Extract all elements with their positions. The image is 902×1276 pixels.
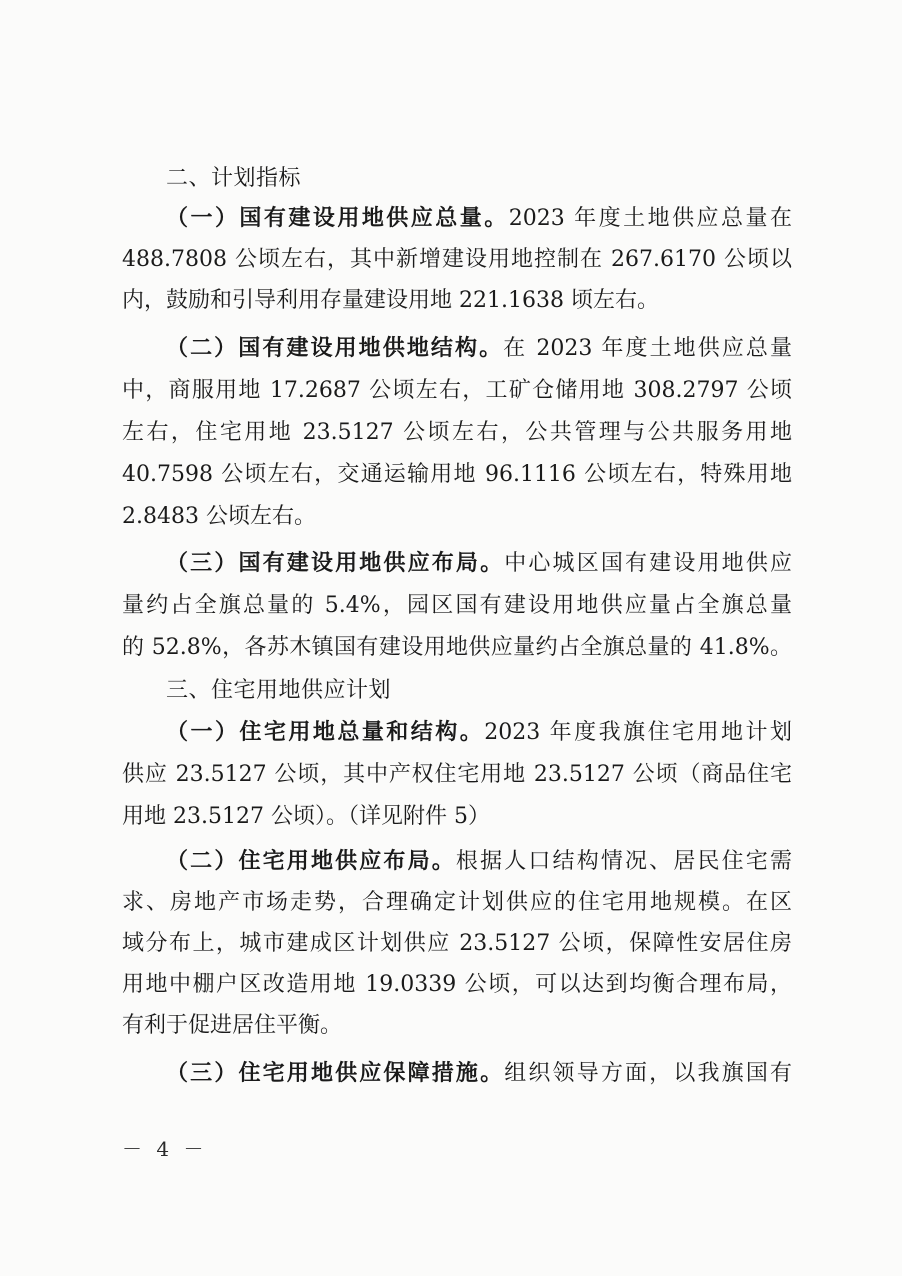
section-heading-housing-plan: 三、住宅用地供应计划 bbox=[166, 678, 392, 703]
paragraph-title: （一）住宅用地总量和结构。 bbox=[166, 720, 485, 745]
page-number: － 4 － bbox=[122, 1137, 208, 1161]
paragraph-line: 的 52.8%，各苏木镇国有建设用地供应量约占全旗总量的 41.8%。 bbox=[122, 635, 792, 660]
paragraph-text: 在 2023 年度土地供应总量 bbox=[503, 336, 792, 361]
paragraph-line: 域分布上，城市建成区计划供应 23.5127 公顷，保障性安居住房 bbox=[122, 931, 792, 956]
paragraph-line: 40.7598 公顷左右，交通运输用地 96.1116 公顷左右，特殊用地 bbox=[122, 462, 792, 487]
paragraph-text: 组织领导方面，以我旗国有 bbox=[504, 1061, 792, 1086]
paragraph-line bbox=[166, 199, 792, 239]
paragraph-line: 供应 23.5127 公顷，其中产权住宅用地 23.5127 公顷（商品住宅 bbox=[122, 762, 792, 787]
paragraph-title: （二）住宅用地供应布局。 bbox=[166, 849, 456, 874]
paragraph-line bbox=[166, 842, 792, 882]
section-heading-plan-indicators: 二、计划指标 bbox=[166, 166, 302, 191]
paragraph-line: 2.8483 公顷左右。 bbox=[122, 504, 316, 529]
paragraph-line: 488.7808 公顷左右，其中新增建设用地控制在 267.6170 公顷以 bbox=[122, 247, 792, 272]
paragraph-line: 量约占全旗总量的 5.4%，园区国有建设用地供应量占全旗总量 bbox=[122, 593, 792, 618]
paragraph-line: 中，商服用地 17.2687 公顷左右，工矿仓储用地 308.2797 公顷 bbox=[122, 378, 792, 403]
paragraph-line bbox=[166, 329, 792, 369]
paragraph-line bbox=[166, 544, 792, 584]
paragraph-line: 求、房地产市场走势，合理确定计划供应的住宅用地规模。在区 bbox=[122, 890, 792, 915]
paragraph-text: 2023 年度土地供应总量在 bbox=[508, 206, 792, 231]
paragraph-line: 有利于促进居住平衡。 bbox=[122, 1013, 343, 1038]
paragraph-line: 内，鼓励和引导利用存量建设用地 221.1638 顷左右。 bbox=[122, 288, 659, 313]
paragraph-line bbox=[166, 713, 792, 753]
paragraph-title: （一）国有建设用地供应总量。 bbox=[166, 206, 509, 231]
paragraph-title: （三）国有建设用地供应布局。 bbox=[166, 551, 505, 576]
paragraph-line: 用地中棚户区改造用地 19.0339 公顷，可以达到均衡合理布局， bbox=[122, 972, 792, 997]
paragraph-text: 2023 年度我旗住宅用地计划 bbox=[484, 720, 792, 745]
paragraph-line: 用地 23.5127 公顷）。（详见附件 5） bbox=[122, 804, 490, 829]
paragraph-line bbox=[166, 1054, 792, 1094]
paragraph-line: 左右，住宅用地 23.5127 公顷左右，公共管理与公共服务用地 bbox=[122, 420, 792, 445]
paragraph-title: （二）国有建设用地供地结构。 bbox=[166, 336, 504, 361]
paragraph-text: 根据人口结构情况、居民住宅需 bbox=[455, 849, 792, 874]
paragraph-text: 中心城区国有建设用地供应 bbox=[504, 551, 792, 576]
paragraph-title: （三）住宅用地供应保障措施。 bbox=[166, 1061, 505, 1086]
